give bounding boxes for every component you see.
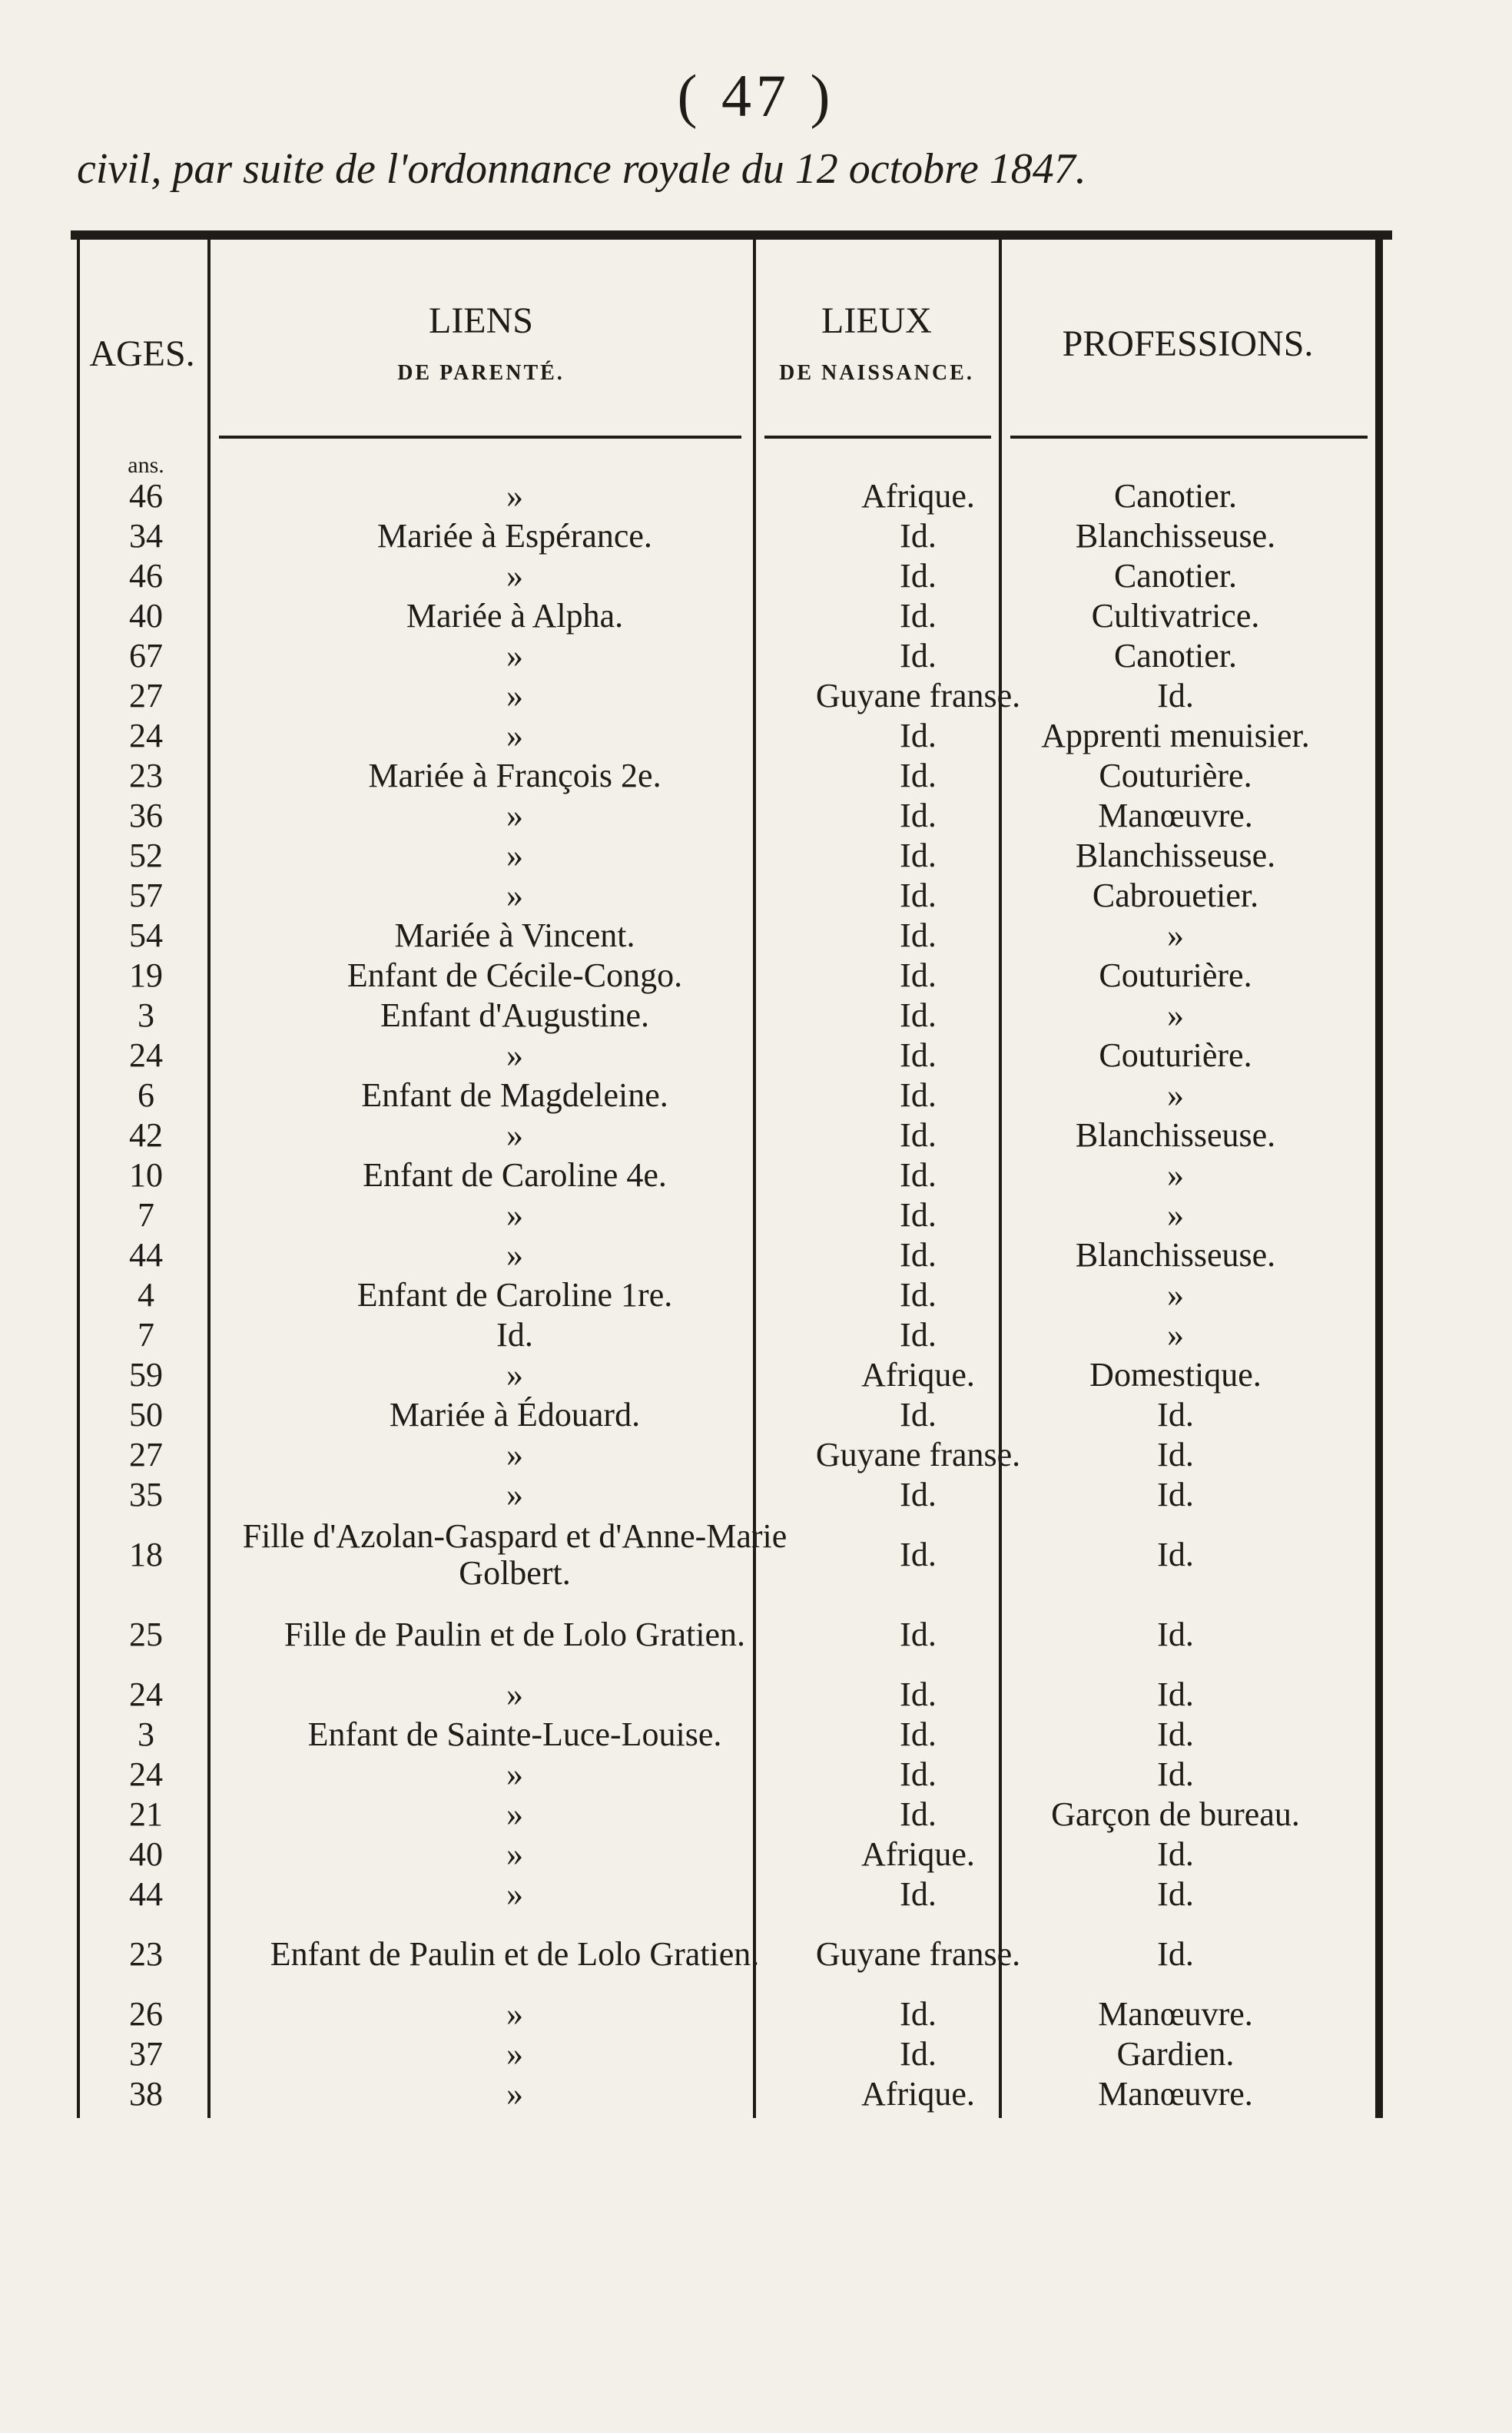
profession-cell: Manœuvre.: [1098, 1995, 1253, 2033]
age-cell: 40: [129, 1835, 163, 1873]
profession-cell: Couturière.: [1099, 757, 1252, 794]
parente-cell: Mariée à Espérance.: [377, 517, 652, 555]
lieu-cell: Id.: [900, 1875, 937, 1913]
lieu-cell: Id.: [900, 1995, 937, 2033]
profession-cell: Canotier.: [1113, 637, 1238, 675]
age-cell: 27: [129, 677, 163, 714]
lieu-cell: Guyane franse.: [815, 1935, 1021, 1973]
age-cell: 46: [129, 557, 163, 595]
parente-cell: »: [506, 1835, 523, 1873]
parente-cell: Fille de Paulin et de Lolo Gratien.: [284, 1616, 745, 1653]
age-cell: 42: [129, 1116, 163, 1154]
age-cell: 27: [129, 1436, 163, 1473]
parente-cell: »: [506, 1995, 523, 2033]
profession-cell: Id.: [1157, 1755, 1194, 1793]
table-row: [77, 1395, 1383, 1435]
table-row: [77, 1715, 1383, 1755]
age-cell: 7: [138, 1316, 154, 1354]
age-cell: 10: [129, 1156, 163, 1194]
age-cell: 18: [129, 1536, 163, 1573]
header-line: civil, par suite de l'ordonnance royale du 12 octobre 1847.: [77, 145, 1086, 193]
table-row: [77, 1914, 1383, 1994]
table-row: [77, 676, 1383, 716]
parente-cell: Enfant de Magdeleine.: [361, 1076, 668, 1114]
table-row: [77, 596, 1383, 636]
profession-cell: Cabrouetier.: [1092, 877, 1259, 914]
lieu-cell: Afrique.: [861, 1835, 975, 1873]
age-cell: 19: [129, 956, 163, 994]
parente-cell: »: [506, 2035, 523, 2073]
age-cell: 26: [129, 1995, 163, 2033]
age-cell: 38: [129, 2075, 163, 2113]
profession-cell: Couturière.: [1099, 956, 1252, 994]
table-row: [77, 1994, 1383, 2034]
lieu-cell: Id.: [900, 637, 937, 675]
lieu-cell: Id.: [900, 956, 937, 994]
table-row: [77, 1675, 1383, 1715]
parente-cell: Mariée à François 2e.: [368, 757, 662, 794]
age-cell: 21: [129, 1795, 163, 1833]
profession-cell: Canotier.: [1113, 557, 1238, 595]
table-row: [77, 756, 1383, 796]
age-cell: 59: [129, 1356, 163, 1394]
age-cell: 67: [129, 637, 163, 675]
age-cell: 34: [129, 517, 163, 555]
parente-cell: Mariée à Vincent.: [394, 917, 635, 954]
parente-cell: »: [506, 1795, 523, 1833]
lieu-cell: Id.: [900, 517, 937, 555]
parente-cell: »: [506, 877, 523, 914]
age-cell: 23: [129, 1935, 163, 1973]
table-row: [77, 2034, 1383, 2074]
age-cell: 24: [129, 1036, 163, 1074]
age-cell: 24: [129, 1676, 163, 1713]
profession-cell: »: [1167, 996, 1184, 1034]
lieu-cell: Id.: [900, 1536, 937, 1573]
profession-cell: Id.: [1157, 1875, 1194, 1913]
profession-cell: »: [1167, 1276, 1184, 1314]
table-row: [77, 1195, 1383, 1235]
table-row: [77, 876, 1383, 916]
profession-cell: Id.: [1157, 1536, 1194, 1573]
age-cell: 6: [138, 1076, 154, 1114]
profession-cell: Blanchisseuse.: [1075, 1236, 1276, 1274]
profession-cell: Blanchisseuse.: [1075, 1116, 1276, 1154]
table-row: [77, 516, 1383, 556]
header-rule: [219, 436, 741, 439]
table-row: [77, 1275, 1383, 1315]
col-header-professions: PROFESSIONS.: [1062, 323, 1314, 364]
table-row: [77, 1235, 1383, 1275]
parente-cell: »: [506, 1116, 523, 1154]
parente-cell: Enfant de Caroline 4e.: [363, 1156, 667, 1194]
lieu-cell: Id.: [900, 1196, 937, 1234]
profession-cell: Manœuvre.: [1098, 2075, 1253, 2113]
profession-cell: Domestique.: [1089, 1356, 1262, 1394]
profession-cell: Id.: [1157, 1935, 1194, 1973]
age-cell: 57: [129, 877, 163, 914]
lieu-cell: Id.: [900, 1116, 937, 1154]
age-cell: 7: [138, 1196, 154, 1234]
table-row: [77, 796, 1383, 836]
lieu-cell: Id.: [900, 1236, 937, 1274]
parente-cell: »: [506, 557, 523, 595]
page-number: ( 47 ): [677, 62, 835, 129]
parente-cell: »: [506, 1356, 523, 1394]
lieu-cell: Id.: [900, 1715, 937, 1753]
age-cell: 3: [138, 996, 154, 1034]
profession-cell: Apprenti menuisier.: [1041, 717, 1310, 754]
table-row: [77, 636, 1383, 676]
lieu-cell: Id.: [900, 1676, 937, 1713]
profession-cell: Canotier.: [1113, 477, 1238, 515]
parente-cell: Mariée à Édouard.: [389, 1396, 641, 1434]
lieu-cell: Id.: [900, 1755, 937, 1793]
lieu-cell: Id.: [900, 717, 937, 754]
parente-cell: Id.: [496, 1316, 533, 1354]
lieu-cell: Guyane franse.: [815, 677, 1021, 714]
lieu-cell: Afrique.: [861, 2075, 975, 2113]
header-rule: [764, 436, 991, 439]
lieu-cell: Id.: [900, 837, 937, 874]
parente-cell: Enfant de Sainte-Luce-Louise.: [307, 1715, 722, 1753]
table-row: [77, 1475, 1383, 1515]
lieu-cell: Id.: [900, 1156, 937, 1194]
table-row: [77, 1355, 1383, 1395]
lieu-cell: Id.: [900, 996, 937, 1034]
col-header-ages: AGES.: [89, 333, 195, 374]
profession-cell: Couturière.: [1099, 1036, 1252, 1074]
profession-cell: »: [1167, 1156, 1184, 1194]
age-cell: 35: [129, 1476, 163, 1513]
age-cell: 37: [129, 2035, 163, 2073]
lieu-cell: Afrique.: [861, 477, 975, 515]
profession-cell: Id.: [1157, 1676, 1194, 1713]
age-cell: 54: [129, 917, 163, 954]
table-row: [77, 1155, 1383, 1195]
lieu-cell: Guyane franse.: [815, 1436, 1021, 1473]
table-row: [77, 1076, 1383, 1115]
parente-cell: »: [506, 1436, 523, 1473]
lieu-cell: Id.: [900, 1316, 937, 1354]
lieu-cell: Id.: [900, 917, 937, 954]
parente-cell: Fille d'Azolan-Gaspard et d'Anne-Marie Golbert.: [242, 1517, 788, 1592]
parente-cell: »: [506, 1236, 523, 1274]
profession-cell: »: [1167, 1076, 1184, 1114]
profession-cell: »: [1167, 1316, 1184, 1354]
age-cell: 36: [129, 797, 163, 834]
lieu-cell: Id.: [900, 1396, 937, 1434]
profession-cell: Garçon de bureau.: [1051, 1795, 1300, 1833]
table-row: [77, 1595, 1383, 1675]
age-cell: 24: [129, 717, 163, 754]
lieu-cell: Id.: [900, 757, 937, 794]
profession-cell: Id.: [1157, 1476, 1194, 1513]
parente-cell: Enfant de Cécile-Congo.: [346, 956, 683, 994]
lieu-cell: Id.: [900, 877, 937, 914]
profession-cell: »: [1167, 1196, 1184, 1234]
lieu-cell: Id.: [900, 2035, 937, 2073]
col-header-lieux: LIEUX DE NAISSANCE.: [779, 300, 974, 385]
profession-cell: Blanchisseuse.: [1075, 837, 1276, 874]
thick-rule: [71, 230, 1392, 240]
table-row: [77, 476, 1383, 516]
lieu-cell: Id.: [900, 1076, 937, 1114]
parente-cell: »: [506, 2075, 523, 2113]
profession-cell: Id.: [1157, 1616, 1194, 1653]
header-rule: [1010, 436, 1368, 439]
table-row: [77, 1515, 1383, 1595]
parente-cell: Enfant de Paulin et de Lolo Gratien.: [270, 1935, 760, 1973]
table-row: [77, 716, 1383, 756]
lieu-cell: Afrique.: [861, 1356, 975, 1394]
col-header-liens: LIENS DE PARENTÉ.: [397, 300, 565, 385]
profession-cell: Id.: [1157, 677, 1194, 714]
lieu-cell: Id.: [900, 797, 937, 834]
parente-cell: »: [506, 1196, 523, 1234]
age-cell: 50: [129, 1396, 163, 1434]
age-cell: 3: [138, 1715, 154, 1753]
table-row: [77, 2074, 1383, 2114]
age-cell: 44: [129, 1236, 163, 1274]
age-cell: 4: [138, 1276, 154, 1314]
table-row: [77, 1036, 1383, 1076]
parente-cell: »: [506, 1676, 523, 1713]
lieu-cell: Id.: [900, 1036, 937, 1074]
parente-cell: »: [506, 837, 523, 874]
age-cell: 40: [129, 597, 163, 635]
parente-cell: »: [506, 1875, 523, 1913]
parente-cell: »: [506, 1476, 523, 1513]
table-row: [77, 1755, 1383, 1795]
parente-cell: »: [506, 717, 523, 754]
profession-cell: Cultivatrice.: [1091, 597, 1260, 635]
age-cell: 24: [129, 1755, 163, 1793]
table-row: [77, 836, 1383, 876]
table-row: [77, 1835, 1383, 1874]
profession-cell: Blanchisseuse.: [1075, 517, 1276, 555]
age-cell: 44: [129, 1875, 163, 1913]
profession-cell: Id.: [1157, 1436, 1194, 1473]
parente-cell: »: [506, 797, 523, 834]
parente-cell: Enfant d'Augustine.: [380, 996, 650, 1034]
table-row: [77, 556, 1383, 596]
profession-cell: Id.: [1157, 1715, 1194, 1753]
profession-cell: Manœuvre.: [1098, 797, 1253, 834]
parente-cell: Mariée à Alpha.: [406, 597, 624, 635]
registry-table: [77, 240, 1383, 2118]
lieu-cell: Id.: [900, 1616, 937, 1653]
lieu-cell: Id.: [900, 1795, 937, 1833]
age-cell: 25: [129, 1616, 163, 1653]
age-cell: 52: [129, 837, 163, 874]
lieu-cell: Id.: [900, 1476, 937, 1513]
profession-cell: Id.: [1157, 1396, 1194, 1434]
parente-cell: »: [506, 637, 523, 675]
table-row: [77, 996, 1383, 1036]
profession-cell: Id.: [1157, 1835, 1194, 1873]
parente-cell: Enfant de Caroline 1re.: [356, 1276, 673, 1314]
table-row: [77, 1315, 1383, 1355]
lieu-cell: Id.: [900, 557, 937, 595]
parente-cell: »: [506, 1036, 523, 1074]
table-row: [77, 1795, 1383, 1835]
age-cell: 46: [129, 477, 163, 515]
parente-cell: »: [506, 477, 523, 515]
table-row: [77, 1874, 1383, 1914]
table-body: [77, 476, 1383, 2114]
table-row: [77, 916, 1383, 956]
profession-cell: Gardien.: [1116, 2035, 1235, 2073]
table-row: [77, 1435, 1383, 1475]
lieu-cell: Id.: [900, 1276, 937, 1314]
profession-cell: »: [1167, 917, 1184, 954]
age-cell: 23: [129, 757, 163, 794]
lieu-cell: Id.: [900, 597, 937, 635]
table-row: [77, 1115, 1383, 1155]
parente-cell: »: [506, 1755, 523, 1793]
unit-label: ans.: [128, 452, 164, 478]
table-row: [77, 956, 1383, 996]
parente-cell: »: [506, 677, 523, 714]
